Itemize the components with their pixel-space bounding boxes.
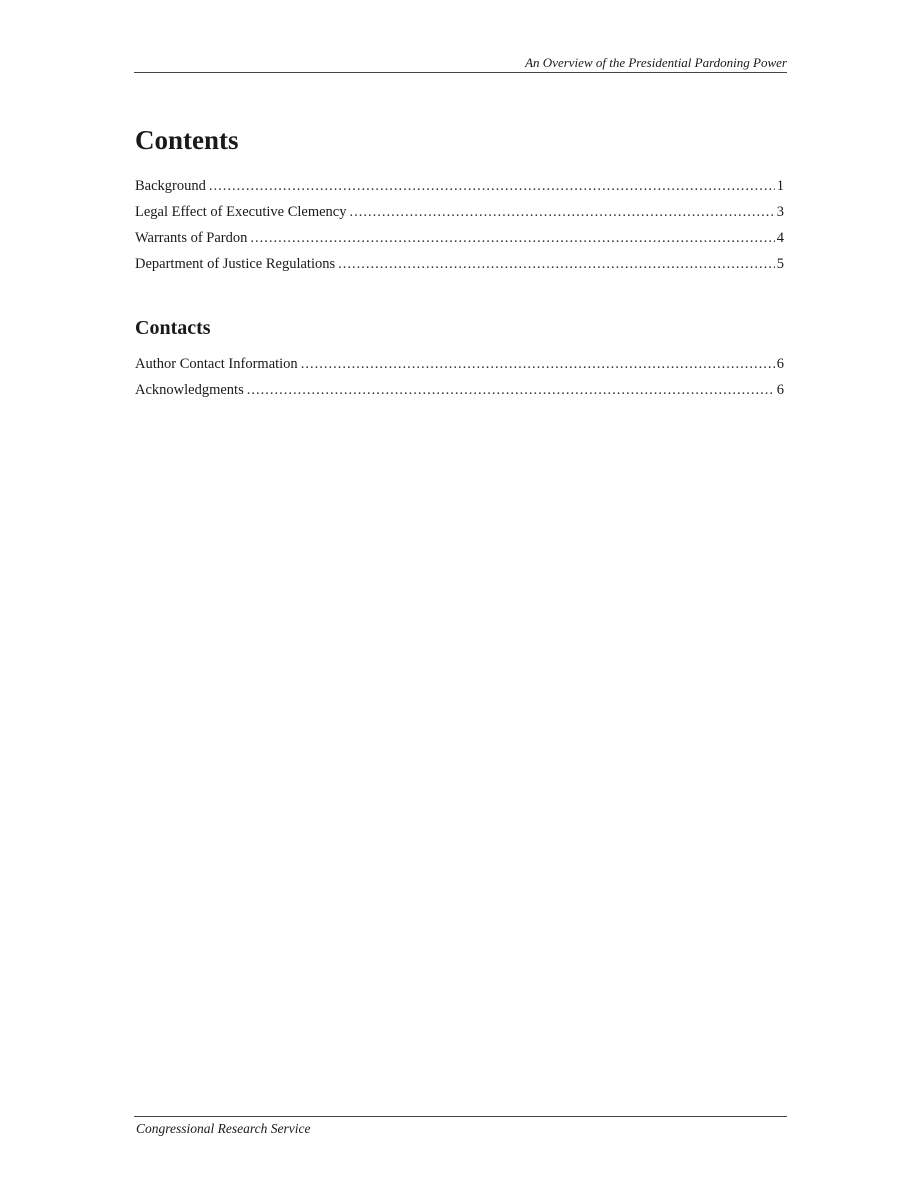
- toc-dot-leader: [338, 254, 775, 274]
- toc-dot-leader: [250, 228, 774, 248]
- footer-rule: [134, 1116, 787, 1117]
- toc-entry-title: Department of Justice Regulations: [135, 256, 336, 272]
- contents-list: [135, 176, 784, 280]
- toc-entry-page: 6: [776, 382, 784, 398]
- toc-entry-title: Legal Effect of Executive Clemency: [135, 204, 347, 220]
- toc-entry-title: Warrants of Pardon: [135, 230, 248, 246]
- contacts-list: [135, 354, 784, 406]
- running-header: An Overview of the Presidential Pardoning Power: [525, 55, 787, 70]
- running-footer: Congressional Research Service: [136, 1121, 311, 1136]
- toc-entry-author-contact[interactable]: [135, 354, 784, 380]
- toc-dot-leader: [301, 354, 775, 374]
- toc-entry-title: Author Contact Information: [135, 356, 298, 372]
- toc-dot-leader: [209, 176, 775, 196]
- toc-entry-page: 4: [776, 230, 784, 246]
- toc-dot-leader: [350, 202, 775, 222]
- contacts-heading: Contacts: [135, 317, 211, 339]
- toc-entry-page: 3: [776, 204, 784, 220]
- toc-entry-title: Background: [135, 178, 206, 194]
- toc-entry-warrants[interactable]: [135, 228, 784, 254]
- header-rule: [134, 72, 787, 73]
- toc-entry-title: Acknowledgments: [135, 382, 244, 398]
- toc-entry-doj-regulations[interactable]: [135, 254, 784, 280]
- toc-entry-page: 6: [776, 356, 784, 372]
- contents-heading: Contents: [135, 125, 239, 155]
- toc-entry-page: 5: [776, 256, 784, 272]
- toc-entry-legal-effect[interactable]: [135, 202, 784, 228]
- toc-entry-acknowledgments[interactable]: [135, 380, 784, 406]
- toc-entry-background[interactable]: [135, 176, 784, 202]
- toc-entry-page: 1: [776, 178, 784, 194]
- toc-dot-leader: [247, 380, 775, 400]
